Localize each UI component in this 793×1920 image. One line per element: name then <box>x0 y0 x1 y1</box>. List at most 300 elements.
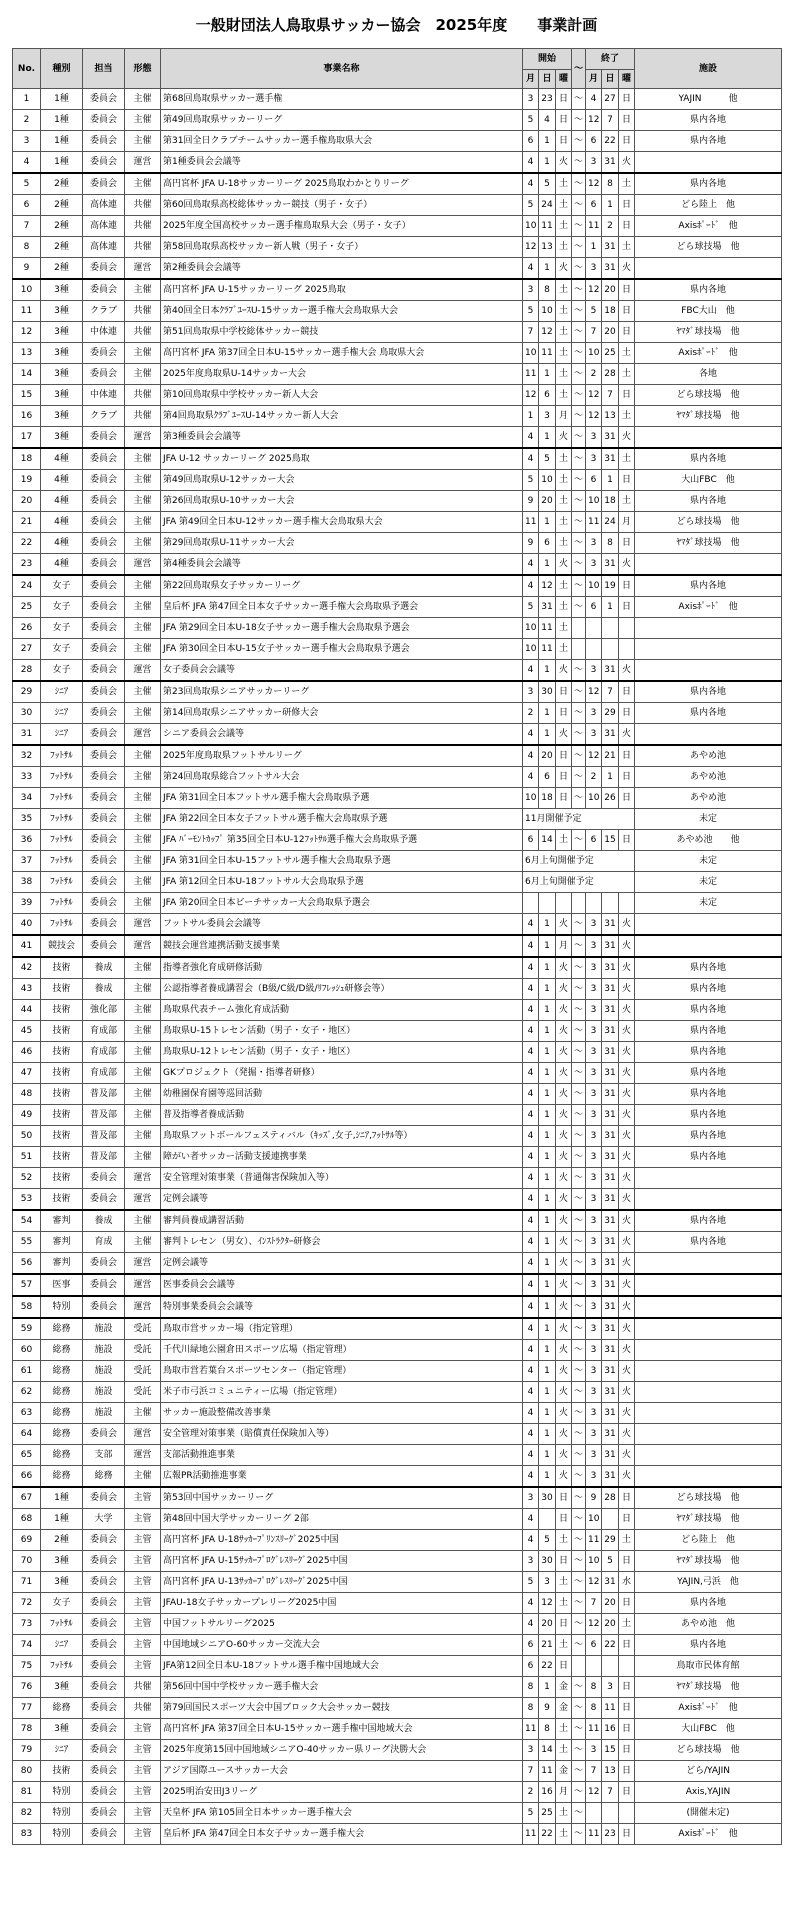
cell-end-weekday: 火 <box>619 1403 635 1424</box>
cell-end-weekday: 日 <box>619 1782 635 1803</box>
cell-no: 35 <box>13 809 41 830</box>
cell-end-day: 31 <box>602 957 619 979</box>
cell-charge: 委員会 <box>83 1614 125 1635</box>
cell-start-weekday: 火 <box>556 1274 572 1296</box>
cell-charge: 中体連 <box>83 322 125 343</box>
cell-no: 1 <box>13 89 41 110</box>
cell-tilde: ～ <box>572 1042 586 1063</box>
cell-end-weekday: 火 <box>619 1318 635 1340</box>
cell-start-month: 4 <box>523 935 539 957</box>
cell-name: 第31回全日クラブチームサッカー選手権鳥取県大会 <box>161 131 523 152</box>
cell-end-weekday: 火 <box>619 152 635 174</box>
cell-start-weekday: 火 <box>556 724 572 746</box>
cell-charge: 委員会 <box>83 660 125 682</box>
cell-end-day <box>602 1803 619 1824</box>
cell-start-month: 4 <box>523 1189 539 1211</box>
cell-form: 共催 <box>125 301 161 322</box>
cell-end-day: 23 <box>602 1824 619 1845</box>
cell-start-day: 1 <box>539 1232 556 1253</box>
cell-no: 24 <box>13 575 41 597</box>
cell-start-weekday: 土 <box>556 1824 572 1845</box>
cell-start-month: 4 <box>523 1382 539 1403</box>
cell-form: 主催 <box>125 512 161 533</box>
cell-tilde: ～ <box>572 1340 586 1361</box>
cell-kind: 総務 <box>41 1466 83 1488</box>
cell-form: 主催 <box>125 491 161 512</box>
cell-end-month: 3 <box>586 152 602 174</box>
cell-end-day: 22 <box>602 1635 619 1656</box>
cell-tilde: ～ <box>572 1803 586 1824</box>
cell-kind: 特別 <box>41 1782 83 1803</box>
cell-form: 主催 <box>125 1126 161 1147</box>
cell-facility: 大山FBC 他 <box>635 1719 782 1740</box>
cell-no: 45 <box>13 1021 41 1042</box>
table-row <box>13 385 782 406</box>
cell-end-day: 22 <box>602 131 619 152</box>
cell-end-day: 31 <box>602 1445 619 1466</box>
cell-charge: 普及部 <box>83 1126 125 1147</box>
cell-start-day: 1 <box>539 1296 556 1318</box>
cell-start-weekday: 火 <box>556 1042 572 1063</box>
cell-end-day: 16 <box>602 1719 619 1740</box>
cell-end-day: 15 <box>602 1740 619 1761</box>
cell-end-day: 31 <box>602 935 619 957</box>
table-row <box>13 364 782 385</box>
cell-start-month: 11 <box>523 1719 539 1740</box>
cell-facility <box>635 935 782 957</box>
cell-kind: 女子 <box>41 575 83 597</box>
cell-kind: ﾌｯﾄｻﾙ <box>41 851 83 872</box>
cell-end-weekday: 日 <box>619 575 635 597</box>
cell-facility: FBC大山 他 <box>635 301 782 322</box>
cell-end-day: 31 <box>602 1042 619 1063</box>
cell-start-weekday: 日 <box>556 1656 572 1677</box>
cell-end-month: 3 <box>586 1253 602 1275</box>
table-row <box>13 830 782 851</box>
table-row <box>13 1147 782 1168</box>
cell-start-weekday: 火 <box>556 1126 572 1147</box>
cell-facility: 県内各地 <box>635 1042 782 1063</box>
cell-charge: 委員会 <box>83 1740 125 1761</box>
cell-name: 第26回鳥取県U-10サッカー大会 <box>161 491 523 512</box>
cell-end-day: 31 <box>602 1253 619 1275</box>
cell-start-month <box>523 893 539 914</box>
cell-end-month: 3 <box>586 1403 602 1424</box>
cell-start-month: 10 <box>523 216 539 237</box>
table-row <box>13 639 782 660</box>
cell-name: フットサル委員会会議等 <box>161 914 523 936</box>
cell-tilde: ～ <box>572 1614 586 1635</box>
cell-start-weekday: 土 <box>556 1593 572 1614</box>
cell-end-month: 3 <box>586 979 602 1000</box>
cell-end-weekday: 火 <box>619 914 635 936</box>
cell-tilde: ～ <box>572 575 586 597</box>
cell-start-weekday: 月 <box>556 1782 572 1803</box>
cell-charge: 委員会 <box>83 724 125 746</box>
cell-tilde: ～ <box>572 1063 586 1084</box>
cell-end-weekday: 日 <box>619 788 635 809</box>
cell-facility: 未定 <box>635 809 782 830</box>
cell-end-weekday: 日 <box>619 597 635 618</box>
header-form: 形態 <box>125 49 161 89</box>
cell-kind: 4種 <box>41 470 83 491</box>
header-end-day: 日 <box>602 70 619 89</box>
cell-start-day: 8 <box>539 1719 556 1740</box>
cell-name: 中国フットサルリーグ2025 <box>161 1614 523 1635</box>
cell-start-day: 11 <box>539 343 556 364</box>
cell-start-weekday: 土 <box>556 173 572 195</box>
cell-no: 18 <box>13 448 41 470</box>
table-row <box>13 1000 782 1021</box>
cell-end-month: 6 <box>586 131 602 152</box>
cell-end-day: 1 <box>602 597 619 618</box>
cell-start-month: 3 <box>523 681 539 703</box>
cell-start-weekday: 土 <box>556 1530 572 1551</box>
cell-end-month: 12 <box>586 681 602 703</box>
cell-name: JFA 第31回全日本U-15フットサル選手権大会鳥取県予選 <box>161 851 523 872</box>
cell-tilde: ～ <box>572 1424 586 1445</box>
cell-kind: 特別 <box>41 1824 83 1845</box>
cell-no: 19 <box>13 470 41 491</box>
cell-start-day: 1 <box>539 935 556 957</box>
cell-no: 69 <box>13 1530 41 1551</box>
cell-end-month: 3 <box>586 1424 602 1445</box>
cell-name: 第51回鳥取県中学校総体サッカー競技 <box>161 322 523 343</box>
cell-start-month: 6月上旬開催予定 <box>523 851 635 872</box>
cell-end-weekday: 日 <box>619 533 635 554</box>
cell-facility: ﾔﾏﾀﾞ球技場 他 <box>635 533 782 554</box>
cell-charge: 委員会 <box>83 1572 125 1593</box>
cell-no: 41 <box>13 935 41 957</box>
cell-form: 主催 <box>125 89 161 110</box>
cell-facility <box>635 724 782 746</box>
cell-start-month: 3 <box>523 1740 539 1761</box>
cell-start-month: 2 <box>523 1782 539 1803</box>
cell-facility <box>635 1466 782 1488</box>
cell-end-weekday: 日 <box>619 110 635 131</box>
cell-start-day: 1 <box>539 1445 556 1466</box>
cell-start-month: 5 <box>523 1572 539 1593</box>
cell-end-month: 3 <box>586 1021 602 1042</box>
header-end: 終了 <box>586 49 635 70</box>
cell-name: 2025年度第15回中国地域シニアO-40サッカー県リーグ決勝大会 <box>161 1740 523 1761</box>
cell-facility: Axis,YAJIN <box>635 1782 782 1803</box>
cell-start-day: 11 <box>539 1761 556 1782</box>
cell-end-month: 12 <box>586 279 602 301</box>
cell-no: 46 <box>13 1042 41 1063</box>
cell-kind: 技術 <box>41 1000 83 1021</box>
cell-no: 75 <box>13 1656 41 1677</box>
cell-charge: 委員会 <box>83 1253 125 1275</box>
cell-start-day: 1 <box>539 1274 556 1296</box>
cell-tilde: ～ <box>572 533 586 554</box>
cell-charge: 施設 <box>83 1403 125 1424</box>
cell-end-weekday <box>619 618 635 639</box>
header-name: 事業名称 <box>161 49 523 89</box>
cell-start-day: 11 <box>539 618 556 639</box>
table-row <box>13 767 782 788</box>
cell-form: 共催 <box>125 385 161 406</box>
cell-end-weekday: 日 <box>619 1824 635 1845</box>
cell-tilde: ～ <box>572 1318 586 1340</box>
cell-charge: 委員会 <box>83 131 125 152</box>
cell-kind: 医事 <box>41 1274 83 1296</box>
cell-start-day: 30 <box>539 681 556 703</box>
table-row <box>13 89 782 110</box>
cell-facility <box>635 1296 782 1318</box>
cell-end-month: 10 <box>586 788 602 809</box>
cell-name: 第29回鳥取県U-11サッカー大会 <box>161 533 523 554</box>
cell-start-day: 16 <box>539 1782 556 1803</box>
cell-end-day: 1 <box>602 470 619 491</box>
cell-end-weekday: 日 <box>619 131 635 152</box>
cell-end-day: 31 <box>602 1189 619 1211</box>
cell-no: 58 <box>13 1296 41 1318</box>
cell-no: 73 <box>13 1614 41 1635</box>
cell-facility: 県内各地 <box>635 575 782 597</box>
cell-end-weekday: 火 <box>619 1445 635 1466</box>
cell-start-month: 2 <box>523 703 539 724</box>
cell-name: 皇后杯 JFA 第47回全日本女子サッカー選手権大会 <box>161 1824 523 1845</box>
cell-tilde: ～ <box>572 343 586 364</box>
cell-kind: 3種 <box>41 322 83 343</box>
cell-name: 安全管理対策事業（賠償責任保険加入等） <box>161 1424 523 1445</box>
cell-start-day: 10 <box>539 301 556 322</box>
cell-no: 61 <box>13 1361 41 1382</box>
cell-facility: 県内各地 <box>635 1063 782 1084</box>
cell-end-weekday: 火 <box>619 1189 635 1211</box>
cell-form: 共催 <box>125 195 161 216</box>
cell-form: 主催 <box>125 1105 161 1126</box>
cell-charge: 施設 <box>83 1382 125 1403</box>
cell-form: 主催 <box>125 872 161 893</box>
cell-charge: 養成 <box>83 979 125 1000</box>
table-row <box>13 258 782 280</box>
cell-no: 71 <box>13 1572 41 1593</box>
cell-kind: 2種 <box>41 1530 83 1551</box>
cell-end-weekday: 火 <box>619 660 635 682</box>
cell-kind: 技術 <box>41 1168 83 1189</box>
cell-start-weekday: 土 <box>556 470 572 491</box>
table-row <box>13 1105 782 1126</box>
table-row <box>13 1572 782 1593</box>
cell-start-month: 4 <box>523 1232 539 1253</box>
cell-start-day: 14 <box>539 1740 556 1761</box>
table-row <box>13 301 782 322</box>
cell-form: 共催 <box>125 216 161 237</box>
cell-start-day: 6 <box>539 767 556 788</box>
cell-kind: ｼﾆｱ <box>41 1635 83 1656</box>
cell-start-day <box>539 893 556 914</box>
table-header <box>13 49 782 89</box>
cell-facility <box>635 152 782 174</box>
cell-kind: 特別 <box>41 1803 83 1824</box>
cell-form: 主管 <box>125 1803 161 1824</box>
cell-end-month: 12 <box>586 110 602 131</box>
table-row <box>13 554 782 576</box>
cell-name: シニア委員会会議等 <box>161 724 523 746</box>
cell-end-month: 3 <box>586 1042 602 1063</box>
cell-end-day: 31 <box>602 724 619 746</box>
table-row <box>13 279 782 301</box>
header-tilde: ～ <box>572 49 586 89</box>
cell-start-month: 4 <box>523 1509 539 1530</box>
cell-no: 49 <box>13 1105 41 1126</box>
cell-name: 第53回中国サッカーリーグ <box>161 1487 523 1509</box>
cell-kind: 特別 <box>41 1296 83 1318</box>
cell-start-day: 1 <box>539 554 556 576</box>
cell-facility <box>635 1361 782 1382</box>
cell-facility: どら球技場 他 <box>635 237 782 258</box>
cell-form: 主催 <box>125 745 161 767</box>
cell-name: JFA ﾊﾞｰﾓﾝﾄｶｯﾌﾟ 第35回全日本U-12ﾌｯﾄｻﾙ選手権大会鳥取県予選 <box>161 830 523 851</box>
cell-facility: どら陸上 他 <box>635 195 782 216</box>
cell-charge: 委員会 <box>83 343 125 364</box>
cell-charge: 委員会 <box>83 851 125 872</box>
cell-charge: 委員会 <box>83 1761 125 1782</box>
cell-tilde: ～ <box>572 1635 586 1656</box>
cell-end-day: 25 <box>602 343 619 364</box>
cell-name: 定例会議等 <box>161 1189 523 1211</box>
table-row <box>13 1318 782 1340</box>
cell-kind: 総務 <box>41 1698 83 1719</box>
cell-end-weekday: 日 <box>619 470 635 491</box>
cell-form: 主管 <box>125 1761 161 1782</box>
cell-no: 55 <box>13 1232 41 1253</box>
cell-tilde: ～ <box>572 258 586 280</box>
cell-kind: 3種 <box>41 364 83 385</box>
cell-no: 37 <box>13 851 41 872</box>
cell-name: 天皇杯 JFA 第105回全日本サッカー選手権大会 <box>161 1803 523 1824</box>
table-row <box>13 110 782 131</box>
cell-tilde: ～ <box>572 512 586 533</box>
cell-kind: 1種 <box>41 110 83 131</box>
table-row <box>13 681 782 703</box>
cell-end-weekday: 火 <box>619 554 635 576</box>
cell-no: 52 <box>13 1168 41 1189</box>
cell-name: JFA 第12回全日本U-18フットサル大会鳥取県予選 <box>161 872 523 893</box>
cell-form: 共催 <box>125 237 161 258</box>
cell-no: 32 <box>13 745 41 767</box>
cell-end-weekday: 土 <box>619 406 635 427</box>
cell-end-day: 31 <box>602 1147 619 1168</box>
cell-end-day: 7 <box>602 681 619 703</box>
cell-start-day: 23 <box>539 89 556 110</box>
cell-end-weekday: 火 <box>619 1232 635 1253</box>
cell-facility: どら球技場 他 <box>635 512 782 533</box>
cell-start-weekday: 火 <box>556 427 572 449</box>
cell-start-day: 1 <box>539 1253 556 1275</box>
table-row <box>13 1189 782 1211</box>
cell-name: 高円宮杯 JFA U-15サッカーリーグ 2025鳥取 <box>161 279 523 301</box>
cell-no: 43 <box>13 979 41 1000</box>
cell-start-month: 4 <box>523 1253 539 1275</box>
cell-charge: 普及部 <box>83 1105 125 1126</box>
header-start-month: 月 <box>523 70 539 89</box>
cell-start-weekday: 土 <box>556 385 572 406</box>
cell-facility: 県内各地 <box>635 1147 782 1168</box>
cell-end-day: 31 <box>602 1318 619 1340</box>
cell-form: 運営 <box>125 1189 161 1211</box>
cell-end-day: 7 <box>602 1782 619 1803</box>
cell-end-day: 11 <box>602 1698 619 1719</box>
cell-form: 運営 <box>125 660 161 682</box>
cell-form: 運営 <box>125 935 161 957</box>
cell-end-month: 3 <box>586 1340 602 1361</box>
cell-form: 主催 <box>125 470 161 491</box>
cell-end-day: 31 <box>602 1105 619 1126</box>
cell-facility: Axisﾎﾟｰﾄﾞ 他 <box>635 1698 782 1719</box>
cell-form: 主管 <box>125 1635 161 1656</box>
cell-name: 米子市弓浜コミュニティー広場（指定管理） <box>161 1382 523 1403</box>
cell-no: 40 <box>13 914 41 936</box>
cell-start-day: 20 <box>539 491 556 512</box>
cell-name: 定例会議等 <box>161 1253 523 1275</box>
cell-end-month: 3 <box>586 533 602 554</box>
cell-start-month: 8 <box>523 1698 539 1719</box>
cell-start-weekday: 火 <box>556 1105 572 1126</box>
cell-end-month: 3 <box>586 1274 602 1296</box>
cell-no: 10 <box>13 279 41 301</box>
cell-end-month: 12 <box>586 1782 602 1803</box>
table-row <box>13 512 782 533</box>
cell-facility: どら球技場 他 <box>635 1740 782 1761</box>
cell-end-weekday: 日 <box>619 195 635 216</box>
table-row <box>13 1824 782 1845</box>
cell-start-month: 4 <box>523 914 539 936</box>
table-row <box>13 575 782 597</box>
cell-start-month: 4 <box>523 427 539 449</box>
cell-charge: 委員会 <box>83 554 125 576</box>
cell-start-month: 4 <box>523 173 539 195</box>
cell-charge: 委員会 <box>83 1487 125 1509</box>
cell-tilde: ～ <box>572 322 586 343</box>
cell-start-month: 12 <box>523 237 539 258</box>
cell-name: 第3種委員会会議等 <box>161 427 523 449</box>
cell-facility: YAJIN 他 <box>635 89 782 110</box>
cell-name: 審判トレセン（男女）、ｲﾝｽﾄﾗｸﾀｰ研修会 <box>161 1232 523 1253</box>
cell-name: 審判員養成講習活動 <box>161 1210 523 1232</box>
cell-end-month: 2 <box>586 364 602 385</box>
cell-form: 主催 <box>125 1403 161 1424</box>
cell-start-weekday: 土 <box>556 1803 572 1824</box>
cell-end-month: 6 <box>586 470 602 491</box>
cell-start-month: 4 <box>523 1126 539 1147</box>
cell-end-day: 13 <box>602 406 619 427</box>
cell-charge: 総務 <box>83 1466 125 1488</box>
cell-no: 15 <box>13 385 41 406</box>
cell-no: 72 <box>13 1593 41 1614</box>
cell-charge: 委員会 <box>83 575 125 597</box>
cell-start-day: 31 <box>539 597 556 618</box>
cell-start-month: 5 <box>523 470 539 491</box>
cell-start-month: 10 <box>523 639 539 660</box>
cell-form: 主催 <box>125 279 161 301</box>
cell-name: JFA第12回全日本U-18フットサル選手権中国地域大会 <box>161 1656 523 1677</box>
cell-start-month: 6月上旬開催予定 <box>523 872 635 893</box>
cell-charge: 委員会 <box>83 1189 125 1211</box>
table-row <box>13 1403 782 1424</box>
cell-start-month: 4 <box>523 152 539 174</box>
cell-form: 主催 <box>125 597 161 618</box>
cell-form: 主管 <box>125 1656 161 1677</box>
cell-end-day: 31 <box>602 1361 619 1382</box>
cell-start-day: 1 <box>539 957 556 979</box>
cell-name: 第49回鳥取県U-12サッカー大会 <box>161 470 523 491</box>
cell-no: 20 <box>13 491 41 512</box>
cell-facility <box>635 1189 782 1211</box>
cell-start-day: 1 <box>539 1021 556 1042</box>
